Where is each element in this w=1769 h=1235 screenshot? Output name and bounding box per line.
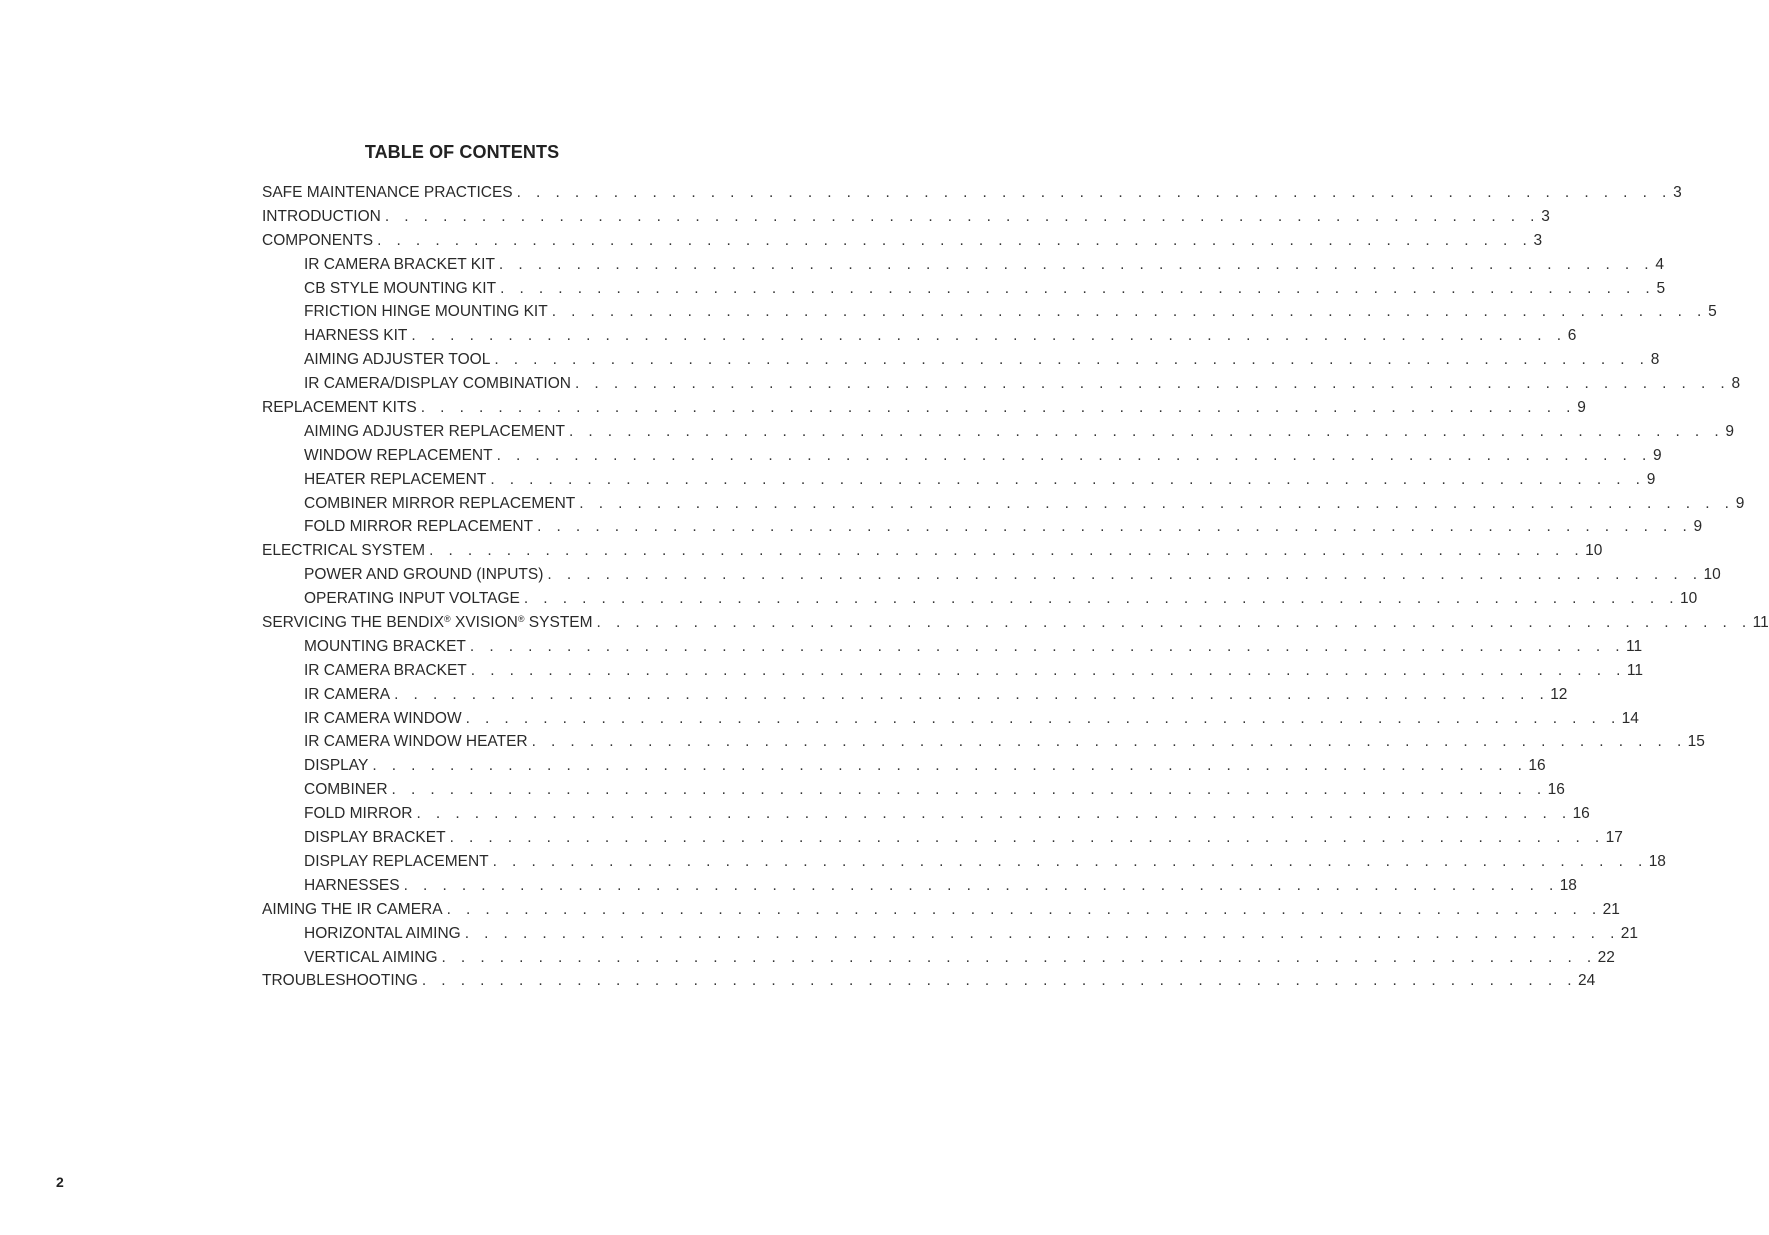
toc-entry-page: 21 xyxy=(1620,924,1639,942)
toc-entry-label: DISPLAY BRACKET xyxy=(304,829,446,847)
toc-entry-label: TROUBLESHOOTING xyxy=(262,972,418,990)
toc-entry-label: POWER AND GROUND (INPUTS) xyxy=(304,566,544,584)
toc-entry-label: CB STYLE MOUNTING KIT xyxy=(304,279,497,297)
toc-dot-leader: . . . . . . . . . . . . . . . . . . . . . . . . . . . . . . . . . . . . . . . . . . . . . . . . . . . . . . . . . . . . xyxy=(403,876,1559,894)
toc-entry[interactable] xyxy=(262,802,1590,826)
toc-entry[interactable] xyxy=(262,492,1745,516)
toc-entry-label: DISPLAY REPLACEMENT xyxy=(304,852,489,870)
toc-dot-leader: . . . . . . . . . . . . . . . . . . . . . . . . . . . . . . . . . . . . . . . . . . . . . . . . . . . . . . . . . . . . xyxy=(496,446,1652,464)
toc-entry-page: 8 xyxy=(1731,375,1741,393)
toc-dot-leader: . . . . . . . . . . . . . . . . . . . . . . . . . . . . . . . . . . . . . . . . . . . . . . . . . . . . . . . . . . . . xyxy=(420,399,1576,417)
toc-entry-label: COMBINER xyxy=(304,781,388,799)
toc-entry[interactable] xyxy=(262,850,1666,874)
toc-entry-page: 11 xyxy=(1625,637,1643,655)
toc-entry-page: 5 xyxy=(1656,279,1666,297)
toc-entry[interactable] xyxy=(262,372,1741,396)
toc-entry-label: IR CAMERA BRACKET xyxy=(304,661,467,679)
toc-entry[interactable] xyxy=(262,205,1550,229)
toc-entry-label: IR CAMERA BRACKET KIT xyxy=(304,255,495,273)
toc-entry-label: OPERATING INPUT VOLTAGE xyxy=(304,590,520,608)
toc-entry-label: COMPONENTS xyxy=(262,231,374,249)
toc-entry-label: COMBINER MIRROR REPLACEMENT xyxy=(304,494,576,512)
toc-entry-label: FRICTION HINGE MOUNTING KIT xyxy=(304,303,548,321)
toc-entry[interactable] xyxy=(262,778,1565,802)
toc-entry-page: 3 xyxy=(1673,184,1682,201)
toc-entry-label: MOUNTING BRACKET xyxy=(304,637,466,655)
toc-dot-leader: . . . . . . . . . . . . . . . . . . . . . . . . . . . . . . . . . . . . . . . . . . . . . . . . . . . . . . . . . . . . xyxy=(391,781,1547,799)
toc-dot-leader: . . . . . . . . . . . . . . . . . . . . . . . . . . . . . . . . . . . . . . . . . . . . . . . . . . . . . . . . . . . . xyxy=(416,805,1572,823)
toc-entry-page: 9 xyxy=(1646,470,1656,488)
toc-dot-leader: . . . . . . . . . . . . . . . . . . . . . . . . . . . . . . . . . . . . . . . . . . . . . . . . . . . . . . . . . . . . xyxy=(575,375,1731,393)
toc-entry-page: 14 xyxy=(1621,709,1639,727)
toc-entry[interactable] xyxy=(262,635,1643,659)
toc-entry-page: 18 xyxy=(1648,852,1666,870)
toc-entry[interactable] xyxy=(262,324,1577,348)
toc-dot-leader: . . . . . . . . . . . . . . . . . . . . . . . . . . . . . . . . . . . . . . . . . . . . . . . . . . . . . . . . . . . . xyxy=(421,972,1577,990)
toc-entry-page: 16 xyxy=(1547,781,1565,799)
toc-entry-page: 6 xyxy=(1567,327,1577,345)
toc-entry-label: FOLD MIRROR xyxy=(304,805,413,823)
toc-entry-label: HARNESS KIT xyxy=(304,327,408,345)
toc-entry[interactable] xyxy=(262,587,1698,611)
toc-entry-label: SERVICING THE BENDIX® XVISION® SYSTEM xyxy=(262,614,593,632)
toc-dot-leader: . . . . . . . . . . . . . . . . . . . . . . . . . . . . . . . . . . . . . . . . . . . . . . . . . . . . . . . . . . . . xyxy=(411,327,1567,345)
toc-entry-label: INTRODUCTION xyxy=(262,207,381,225)
toc-entry-label: FOLD MIRROR REPLACEMENT xyxy=(304,518,534,536)
toc-entry-label: IR CAMERA xyxy=(304,685,391,703)
toc-entry-label: DISPLAY xyxy=(304,757,369,775)
toc-entry-page: 9 xyxy=(1577,399,1586,417)
toc-dot-leader: . . . . . . . . . . . . . . . . . . . . . . . . . . . . . . . . . . . . . . . . . . . . . . . . . . . . . . . . . . . . xyxy=(441,948,1597,966)
toc-entry-page: 8 xyxy=(1650,351,1660,369)
toc-entry-label: HEATER REPLACEMENT xyxy=(304,470,487,488)
toc-entry-page: 10 xyxy=(1679,590,1698,608)
toc-entry-label: VERTICAL AIMING xyxy=(304,948,438,966)
toc-dot-leader: . . . . . . . . . . . . . . . . . . . . . . . . . . . . . . . . . . . . . . . . . . . . . . . . . . . . . . . . . . . . xyxy=(537,518,1693,536)
toc-dot-leader: . . . . . . . . . . . . . . . . . . . . . . . . . . . . . . . . . . . . . . . . . . . . . . . . . . . . . . . . . . . . xyxy=(470,661,1626,679)
toc-dot-leader: . . . . . . . . . . . . . . . . . . . . . . . . . . . . . . . . . . . . . . . . . . . . . . . . . . . . . . . . . . . . xyxy=(372,757,1528,775)
toc-dot-leader: . . . . . . . . . . . . . . . . . . . . . . . . . . . . . . . . . . . . . . . . . . . . . . . . . . . . . . . . . . . . xyxy=(490,470,1646,488)
toc-entry-label: IR CAMERA WINDOW HEATER xyxy=(304,733,528,751)
toc-entry-page: 10 xyxy=(1585,542,1603,560)
toc-entry[interactable] xyxy=(262,396,1586,420)
toc-dot-leader: . . . . . . . . . . . . . . . . . . . . . . . . . . . . . . . . . . . . . . . . . . . . . . . . . . . . . . . . . . . . xyxy=(384,207,1540,225)
toc-entry[interactable] xyxy=(262,277,1666,301)
toc-entry[interactable] xyxy=(262,707,1639,731)
toc-dot-leader: . . . . . . . . . . . . . . . . . . . . . . . . . . . . . . . . . . . . . . . . . . . . . . . . . . . . . . . . . . . . xyxy=(551,303,1707,321)
toc-entry-page: 21 xyxy=(1602,900,1620,918)
toc-entry-page: 3 xyxy=(1533,231,1543,249)
toc-entry-page: 12 xyxy=(1550,685,1568,703)
toc-dot-leader: . . . . . . . . . . . . . . . . . . . . . . . . . . . . . . . . . . . . . . . . . . . . . . . . . . . . . . . . . . . . xyxy=(469,637,1625,655)
toc-dot-leader: . . . . . . . . . . . . . . . . . . . . . . . . . . . . . . . . . . . . . . . . . . . . . . . . . . . . . . . . . . . . xyxy=(377,231,1533,249)
toc-dot-leader: . . . . . . . . . . . . . . . . . . . . . . . . . . . . . . . . . . . . . . . . . . . . . . . . . . . . . . . . . . . . xyxy=(492,852,1648,870)
toc-entry-label: AIMING THE IR CAMERA xyxy=(262,900,443,918)
toc-entry[interactable] xyxy=(262,229,1543,253)
toc-dot-leader: . . . . . . . . . . . . . . . . . . . . . . . . . . . . . . . . . . . . . . . . . . . . . . . . . . . . . . . . . . . . xyxy=(596,614,1752,632)
toc-entry[interactable] xyxy=(262,946,1615,970)
toc-entry[interactable] xyxy=(262,898,1620,922)
toc-dot-leader: . . . . . . . . . . . . . . . . . . . . . . . . . . . . . . . . . . . . . . . . . . . . . . . . . . . . . . . . . . . . xyxy=(465,709,1621,727)
toc-list xyxy=(262,181,1769,993)
toc-dot-leader: . . . . . . . . . . . . . . . . . . . . . . . . . . . . . . . . . . . . . . . . . . . . . . . . . . . . . . . . . . . . xyxy=(547,566,1703,584)
toc-entry-page: 11 xyxy=(1626,661,1643,679)
toc-entry[interactable] xyxy=(262,563,1721,587)
toc-dot-leader: . . . . . . . . . . . . . . . . . . . . . . . . . . . . . . . . . . . . . . . . . . . . . . . . . . . . . . . . . . . . xyxy=(494,351,1650,369)
toc-entry-page: 18 xyxy=(1559,876,1577,894)
toc-entry[interactable] xyxy=(262,683,1568,707)
toc-entry[interactable] xyxy=(262,922,1639,946)
toc-entry[interactable] xyxy=(262,253,1664,277)
toc-entry-page: 22 xyxy=(1597,948,1615,966)
toc-entry-label: ELECTRICAL SYSTEM xyxy=(262,542,426,560)
toc-dot-leader: . . . . . . . . . . . . . . . . . . . . . . . . . . . . . . . . . . . . . . . . . . . . . . . . . . . . . . . . . . . . xyxy=(516,184,1672,201)
toc-entry-page: 11 xyxy=(1752,614,1769,632)
toc-dot-leader: . . . . . . . . . . . . . . . . . . . . . . . . . . . . . . . . . . . . . . . . . . . . . . . . . . . . . . . . . . . . xyxy=(446,900,1602,918)
toc-dot-leader: . . . . . . . . . . . . . . . . . . . . . . . . . . . . . . . . . . . . . . . . . . . . . . . . . . . . . . . . . . . . xyxy=(568,422,1725,440)
toc-entry-page: 10 xyxy=(1703,566,1721,584)
toc-entry[interactable] xyxy=(262,611,1769,635)
toc-entry[interactable] xyxy=(262,539,1603,563)
toc-entry[interactable] xyxy=(262,969,1596,993)
toc-entry-label: HORIZONTAL AIMING xyxy=(304,924,461,942)
toc-entry[interactable] xyxy=(262,420,1735,444)
toc-entry-label: WINDOW REPLACEMENT xyxy=(304,446,493,464)
toc-entry-page: 5 xyxy=(1708,303,1717,321)
toc-entry-page: 17 xyxy=(1605,829,1623,847)
toc-entry-page: 16 xyxy=(1572,805,1590,823)
toc-dot-leader: . . . . . . . . . . . . . . . . . . . . . . . . . . . . . . . . . . . . . . . . . . . . . . . . . . . . . . . . . . . . xyxy=(464,924,1620,942)
toc-entry[interactable] xyxy=(262,444,1662,468)
toc-entry[interactable] xyxy=(262,348,1660,372)
toc-entry-page: 9 xyxy=(1735,494,1745,512)
toc-entry-page: 24 xyxy=(1577,972,1596,990)
toc-entry-label: SAFE MAINTENANCE PRACTICES xyxy=(262,184,513,201)
toc-dot-leader: . . . . . . . . . . . . . . . . . . . . . . . . . . . . . . . . . . . . . . . . . . . . . . . . . . . . . . . . . . . . xyxy=(531,733,1687,751)
toc-entry[interactable] xyxy=(262,181,1682,205)
toc-entry-page: 16 xyxy=(1528,757,1546,775)
toc-entry-page: 9 xyxy=(1693,518,1703,536)
toc-entry[interactable] xyxy=(262,874,1577,898)
toc-dot-leader: . . . . . . . . . . . . . . . . . . . . . . . . . . . . . . . . . . . . . . . . . . . . . . . . . . . . . . . . . . . . xyxy=(394,685,1550,703)
toc-entry-label: HARNESSES xyxy=(304,876,400,894)
toc-entry[interactable] xyxy=(262,468,1656,492)
toc-entry-label: AIMING ADJUSTER REPLACEMENT xyxy=(304,422,565,440)
toc-dot-leader: . . . . . . . . . . . . . . . . . . . . . . . . . . . . . . . . . . . . . . . . . . . . . . . . . . . . . . . . . . . . xyxy=(429,542,1585,560)
toc-entry[interactable] xyxy=(262,300,1717,324)
page-number: 2 xyxy=(56,1174,64,1190)
toc-entry-label: IR CAMERA/DISPLAY COMBINATION xyxy=(304,375,571,393)
toc-entry-label: IR CAMERA WINDOW xyxy=(304,709,462,727)
toc-dot-leader: . . . . . . . . . . . . . . . . . . . . . . . . . . . . . . . . . . . . . . . . . . . . . . . . . . . . . . . . . . . . xyxy=(579,494,1735,512)
toc-entry[interactable] xyxy=(262,754,1546,778)
toc-dot-leader: . . . . . . . . . . . . . . . . . . . . . . . . . . . . . . . . . . . . . . . . . . . . . . . . . . . . . . . . . . . . xyxy=(523,590,1679,608)
toc-dot-leader: . . . . . . . . . . . . . . . . . . . . . . . . . . . . . . . . . . . . . . . . . . . . . . . . . . . . . . . . . . . . xyxy=(500,279,1656,297)
toc-entry-page: 3 xyxy=(1541,207,1550,225)
toc-entry[interactable] xyxy=(262,730,1705,754)
toc-entry[interactable] xyxy=(262,826,1623,850)
toc-entry[interactable] xyxy=(262,659,1643,683)
toc-entry-page: 9 xyxy=(1725,422,1735,440)
toc-dot-leader: . . . . . . . . . . . . . . . . . . . . . . . . . . . . . . . . . . . . . . . . . . . . . . . . . . . . . . . . . . . . xyxy=(498,255,1654,273)
toc-dot-leader: . . . . . . . . . . . . . . . . . . . . . . . . . . . . . . . . . . . . . . . . . . . . . . . . . . . . . . . . . . . . xyxy=(449,829,1605,847)
toc-entry-label: REPLACEMENT KITS xyxy=(262,399,417,417)
page-title: TABLE OF CONTENTS xyxy=(364,142,560,163)
toc-entry[interactable] xyxy=(262,515,1703,539)
toc-entry-page: 9 xyxy=(1653,446,1662,464)
toc-entry-page: 4 xyxy=(1655,255,1664,273)
toc-entry-page: 15 xyxy=(1687,733,1705,751)
toc-entry-label: AIMING ADJUSTER TOOL xyxy=(304,351,491,369)
